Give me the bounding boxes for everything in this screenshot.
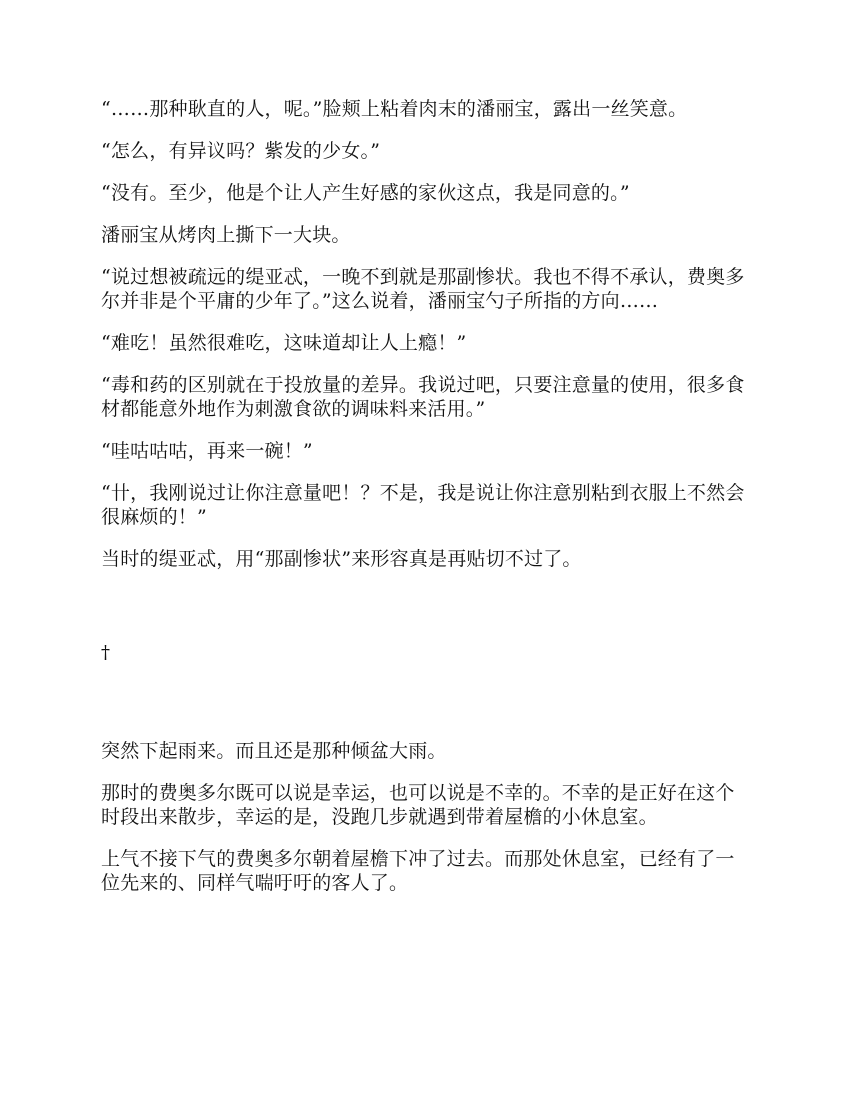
paragraph: 突然下起雨来。而且还是那种倾盆大雨。 [101, 740, 447, 762]
section-gap [101, 589, 751, 641]
document-page [101, 97, 751, 913]
paragraph: “卄，我刚说过让你注意量吧！？不是，我是说让你注意别粘到衣服上不然会很麻烦的！” [101, 482, 745, 528]
paragraph: 潘丽宝从烤肉上撕下一大块。 [101, 224, 351, 246]
paragraph: “怎么，有异议吗？紫发的少女。” [101, 140, 381, 162]
section-gap [101, 665, 751, 739]
section-separator-dagger: † [101, 642, 110, 663]
paragraph: 上气不接下气的费奥多尔朝着屋檐下冲了过去。而那处休息室，已经有了一位先来的、同样气喘吁吁的客人了。 [101, 848, 735, 894]
paragraph: “……那种耿直的人，呢。”脸颊上粘着肉末的潘丽宝，露出一丝笑意。 [101, 98, 688, 120]
section-rain-scene [101, 739, 751, 895]
paragraph: “毒和药的区别就在于投放量的差异。我说过吧，只要注意量的使用，很多食材都能意外地作为刺激食欲的调味料来活用。” [101, 374, 745, 420]
paragraph: 当时的缇亚忒，用“那副惨状”来形容真是再贴切不过了。 [101, 548, 582, 570]
paragraph: “说过想被疏远的缇亚忒，一晚不到就是那副惨状。我也不得不承认，费奥多尔并非是个平庸的少年了。”这么说着，潘丽宝勺子所指的方向…… [101, 266, 745, 312]
paragraph: “没有。至少，他是个让人产生好感的家伙这点，我是同意的。” [101, 182, 630, 204]
paragraph: “难吃！虽然很难吃，这味道却让人上瘾！” [101, 332, 467, 354]
paragraph: “哇咕咕咕，再来一碗！” [101, 440, 313, 462]
section-dinner-scene [101, 97, 751, 571]
paragraph: 那时的费奥多尔既可以说是幸运，也可以说是不幸的。不幸的是正好在这个时段出来散步，幸运的是，没跑几步就遇到带着屋檐的小休息室。 [101, 782, 735, 828]
